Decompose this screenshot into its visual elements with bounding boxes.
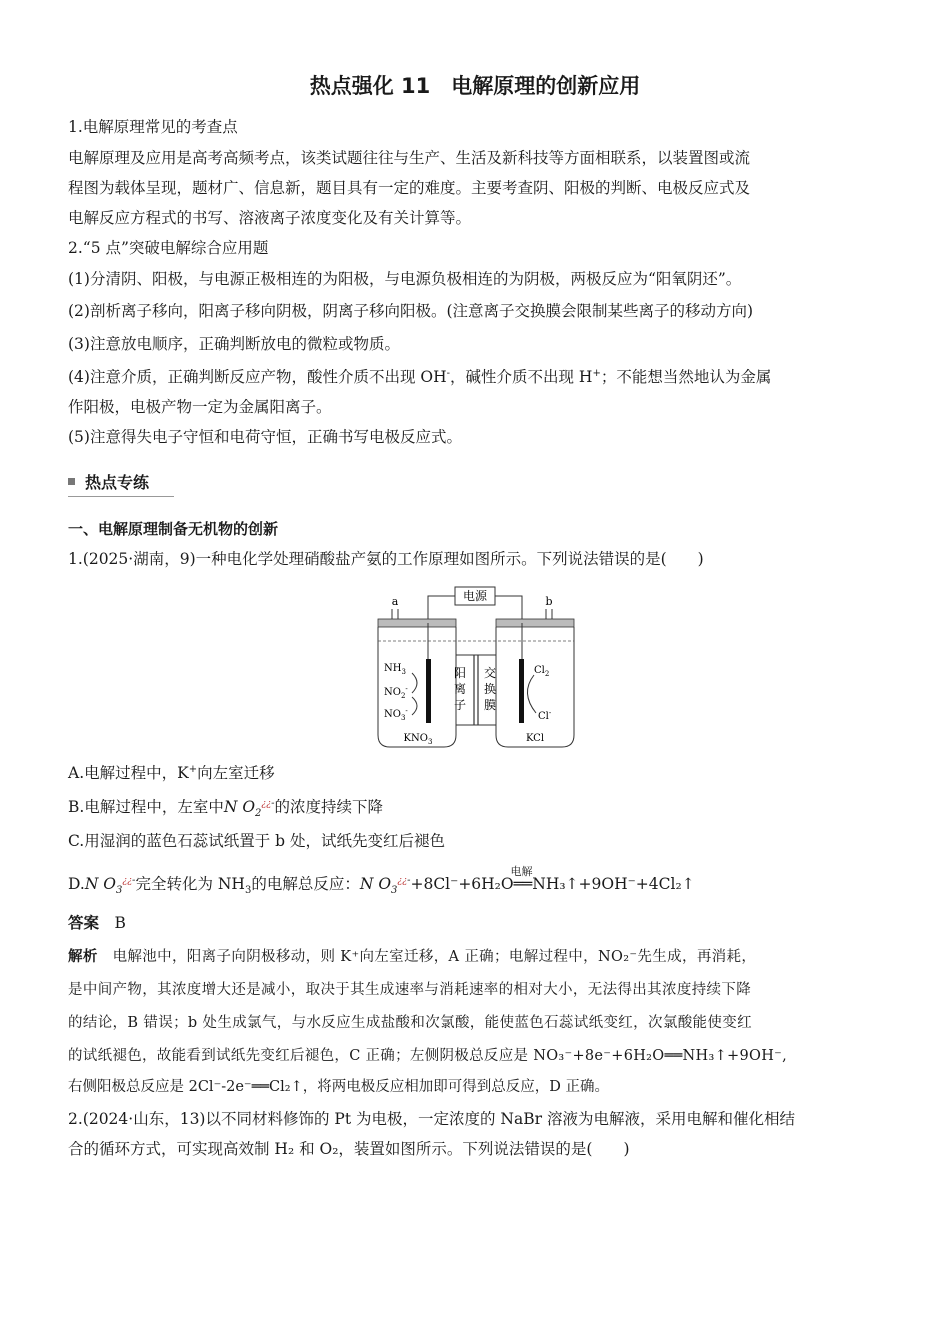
right-lid: [496, 619, 574, 627]
q2-line-2: 合的循环方式，可实现高效制 H₂ 和 O₂，装置如图所示。下列说法错误的是( ): [68, 1140, 630, 1158]
electrolysis-condition: 电解: [510, 865, 533, 878]
species-cl2: $Cl_2$: [534, 665, 550, 678]
intro-para-line-1: 电解原理及应用是高考高频考点，该类试题往往与生产、生活及新科技等方面相联系，以装置图或流: [68, 149, 751, 167]
section-header: [68, 470, 174, 497]
membrane-char-2: 离: [453, 682, 467, 696]
membrane-char-3: 子: [453, 698, 467, 712]
right-vessel: [496, 627, 574, 747]
option-b: [68, 796, 888, 818]
section-title: 热点专练: [85, 473, 150, 492]
analysis-line-5: 右侧阳极总反应是 2Cl⁻-2e⁻══Cl₂↑，将两电极反应相加即可得到总反应，D 正确。: [68, 1079, 609, 1095]
point-5: (5)注意得失电子守恒和电荷守恒，正确书写电极反应式。: [68, 428, 462, 446]
species-nh3: $NH_3$: [384, 663, 406, 676]
answer-line: [68, 912, 888, 934]
analysis-line-4: 的试纸褪色，故能看到试纸先变红后褪色，C 正确；左侧阴极总反应是 NO₃⁻+8e⁻+6H₂O══NH₃↑+9OH⁻,: [68, 1048, 788, 1064]
arrow-cl-to-cl2: [527, 675, 536, 713]
option-b-post: 的浓度持续下降: [274, 798, 383, 816]
left-solution: $KNO_3$: [403, 733, 433, 746]
point-3: (3)注意放电顺序，正确判断放电的微粒或物质。: [68, 335, 400, 353]
species-cl: Cl-: [538, 709, 552, 722]
point-4-part-b: ，碱性介质不出现 H: [450, 368, 593, 386]
option-d-pre: D.: [68, 875, 85, 893]
option-d-mid2: 的电解总反应：: [251, 875, 360, 893]
option-d: D.N $O_3^{¿¿-}$完全转化为 $NH_3$的电解总反应：N $O_3^{¿¿-}$ 电解 +8Cl⁻+6H₂O══NH₃↑+9OH⁻+4Cl₂↑: [68, 873, 888, 895]
intro-heading-2: 2.“5 点”突破电解综合应用题: [68, 239, 269, 257]
option-a-text: A.电解过程中，K: [68, 764, 189, 782]
option-d-mid: 完全转化为 NH: [135, 875, 245, 893]
power-label: 电源: [462, 589, 488, 603]
answer-label: 答案: [68, 914, 100, 932]
option-a-tail: 向左室迁移: [197, 764, 275, 782]
analysis-label: 解析: [68, 949, 98, 965]
label-a: a: [391, 595, 399, 608]
analysis-line-2: 是中间产物，其浓度增大还是减小，取决于其生成速率与消耗速率的相对大小，无法得出其浓度持续下降: [68, 982, 752, 998]
point-4-line-2: 作阳极，电极产物一定为金属阳离子。: [68, 398, 332, 416]
no3-formula: N $O_3^{¿¿-}$: [84, 874, 136, 897]
intro-heading-1: 1.电解原理常见的考查点: [68, 118, 238, 136]
left-electrode: [426, 659, 431, 723]
subhead-1: 一、电解原理制备无机物的创新: [68, 520, 279, 538]
membrane-char-4: 交: [483, 666, 497, 680]
no3-formula-2: N $O_3^{¿¿-}$: [359, 874, 411, 897]
page-title: 热点强化 11 电解原理的创新应用: [309, 74, 641, 98]
q1-stem: 1.(2025·湖南，9)一种电化学处理硝酸盐产氨的工作原理如图所示。下列说法错误的是( ): [68, 550, 704, 568]
label-b: b: [545, 595, 553, 608]
species-no2: $NO_2^-$: [384, 685, 408, 700]
electrolysis-diagram: [370, 585, 580, 755]
analysis-text-1: 电解池中，阳离子向阴极移动，则 K⁺向左室迁移，A 正确；电解过程中，NO₂⁻先生成，再消耗，: [112, 949, 757, 965]
arrow-no3-to-no2: [412, 697, 417, 715]
species-no3: $NO_3^-$: [384, 707, 408, 722]
membrane-char-1: 阳: [453, 666, 467, 680]
point-4-part-c: ；不能想当然地认为金属: [600, 368, 772, 386]
point-4-part-a: (4)注意介质，正确判断反应产物，酸性介质不出现 OH: [68, 368, 447, 386]
oh-charge: -: [446, 367, 450, 379]
q2-line-1: 2.(2024·山东，13)以不同材料修饰的 Pt 为电极，一定浓度的 NaBr 溶液为电解液，采用电解和催化相结: [68, 1110, 795, 1128]
arrow-no2-to-nh3: [412, 673, 417, 693]
k-charge: +: [188, 763, 198, 775]
point-2: (2)剖析离子移向，阳离子移向阴极，阴离子移向阳极。(注意离子交换膜会限制某些离子的移动方向): [68, 302, 754, 320]
h-charge: +: [592, 367, 601, 379]
answer-value: B: [114, 914, 126, 932]
membrane-char-5: 换: [483, 682, 497, 696]
analysis-line-1: [68, 946, 888, 968]
option-a: [68, 762, 888, 784]
right-solution: KCl: [525, 733, 545, 744]
section-square-icon: [68, 478, 75, 485]
option-c: C.用湿润的蓝色石蕊试纸置于 b 处，试纸先变红后褪色: [68, 832, 446, 850]
analysis-line-3: 的结论，B 错误；b 处生成氯气，与水反应生成盐酸和次氯酸，能使蓝色石蕊试纸变红，次氯酸能使变红: [68, 1015, 752, 1031]
option-b-pre: B.电解过程中，左室中: [68, 798, 224, 816]
no2-formula: N $O_2^{¿¿-}$: [223, 797, 275, 820]
membrane-char-6: 膜: [483, 698, 497, 712]
right-electrode: [519, 659, 524, 723]
point-4: [68, 366, 888, 388]
intro-para-line-3: 电解反应方程式的书写、溶液离子浓度变化及有关计算等。: [68, 209, 472, 227]
left-lid: [378, 619, 456, 627]
point-1: (1)分清阴、阳极，与电源正极相连的为阳极，与电源负极相连的为阴极，两极反应为“阳氧阴还”。: [68, 270, 742, 288]
intro-para-line-2: 程图为载体呈现，题材广、信息新，题目具有一定的难度。主要考查阴、阳极的判断、电极反应式及: [68, 179, 751, 197]
option-d-equation: 电解 +8Cl⁻+6H₂O══NH₃↑+9OH⁻+4Cl₂↑: [410, 875, 694, 893]
